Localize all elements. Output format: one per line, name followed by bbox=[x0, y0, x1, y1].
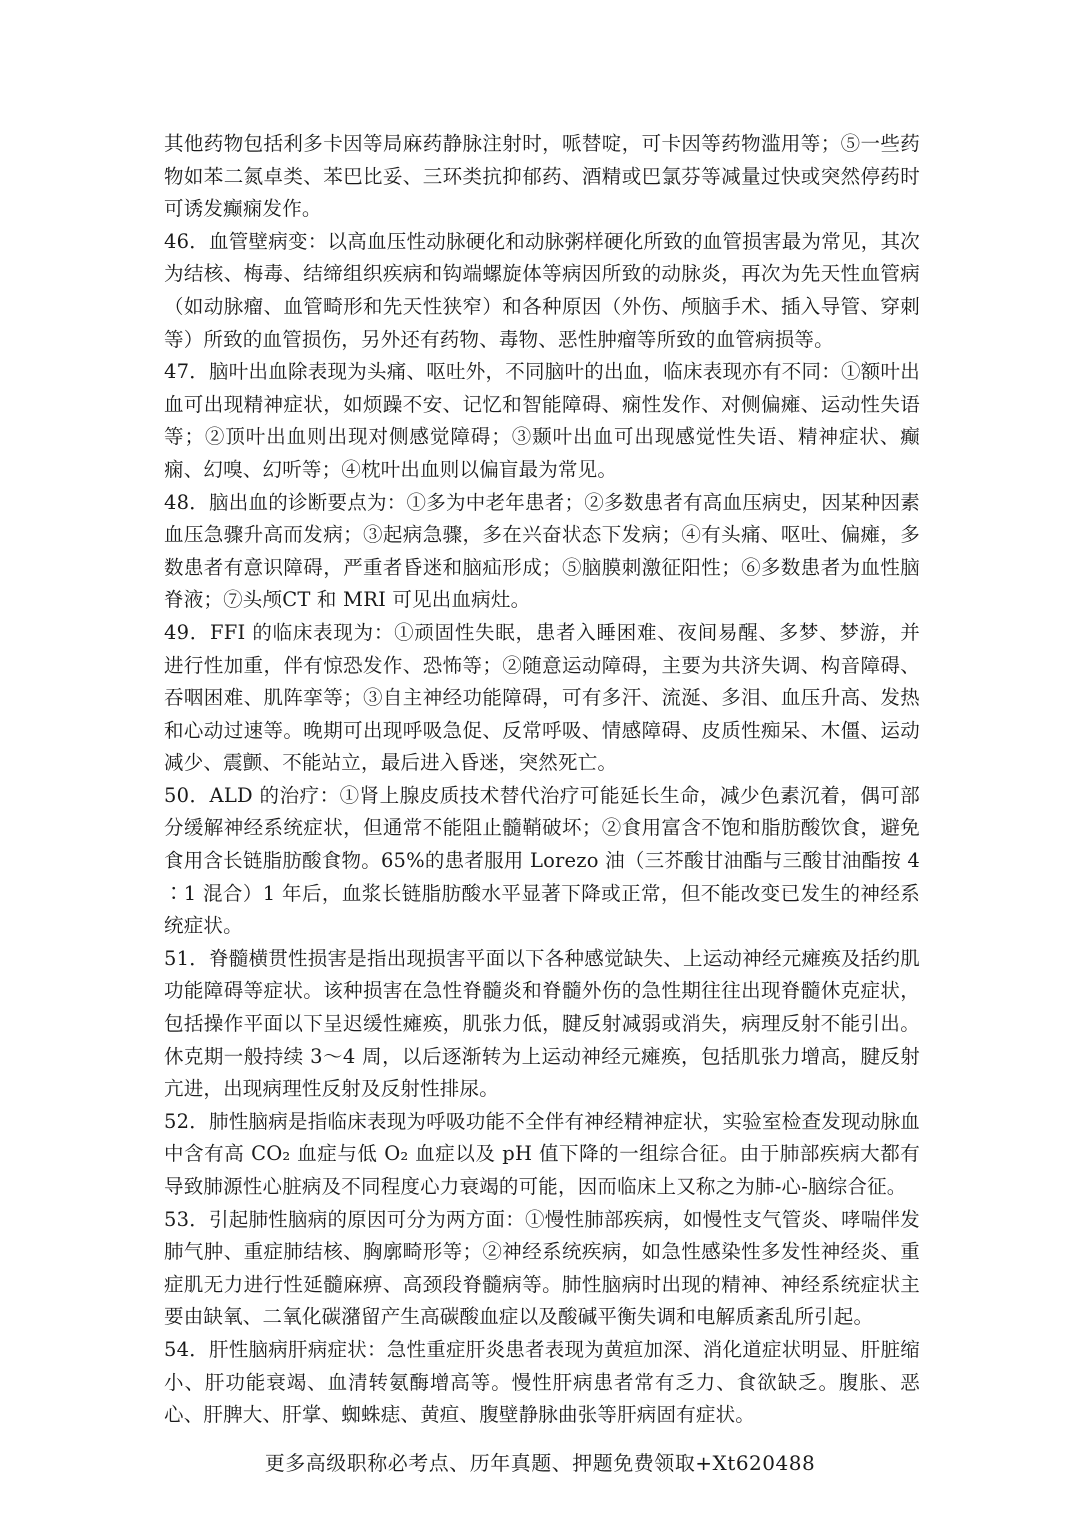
paragraph-49: 49．FFI 的临床表现为：①顽固性失眠，患者入睡困难、夜间易醒、多梦、梦游，并进行性加重，伴有惊恐发作、恐怖等；②随意运动障碍，主要为共济失调、构音障碍、吞咽困难、肌阵挛等；③自主神经功能障碍，可有多汗、流涎、多泪、血压升高、发热和心动过速等。晚期可出现呼吸急促、反常呼吸、情感障碍、皮质性痴呆、木僵、运动减少、震颤、不能站立，最后进入昏迷，突然死亡。 bbox=[164, 620, 920, 775]
paragraph-52: 52．肺性脑病是指临床表现为呼吸功能不全伴有神经精神症状，实验室检查发现动脉血中含有高 CO₂ 血症与低 O₂ 血症以及 pH 值下降的一组综合征。由于肺部疾病大都有导致肺源性心脏病及不同程度心力衰竭的可能，因而临床上又称之为肺-心-脑综合征。 bbox=[164, 1109, 920, 1198]
paragraph-53: 53．引起肺性脑病的原因可分为两方面：①慢性肺部疾病，如慢性支气管炎、哮喘伴发肺气肿、重症肺结核、胸廓畸形等；②神经系统疾病，如急性感染性多发性神经炎、重症肌无力进行性延髓麻痹、高颈段脊髓病等。肺性脑病时出现的精神、神经系统症状主要由缺氧、二氧化碳潴留产生高碳酸血症以及酸碱平衡失调和电解质紊乱所引起。 bbox=[164, 1207, 920, 1329]
paragraph-46: 46．血管壁病变：以高血压性动脉硬化和动脉粥样硬化所致的血管损害最为常见，其次为结核、梅毒、结缔组织疾病和钩端螺旋体等病因所致的动脉炎，再次为先天性血管病（如动脉瘤、血管畸形和先天性狭窄）和各种原因（外伤、颅脑手术、插入导管、穿刺等）所致的血管损伤，另外还有药物、毒物、恶性肿瘤等所致的血管病损等。 bbox=[164, 229, 920, 351]
paragraph-47: 47．脑叶出血除表现为头痛、呕吐外，不同脑叶的出血，临床表现亦有不同：①额叶出血可出现精神症状，如烦躁不安、记忆和智能障碍、痫性发作、对侧偏瘫、运动性失语等；②顶叶出血则出现对侧感觉障碍；③颞叶出血可出现感觉性失语、精神症状、癫痫、幻嗅、幻听等；④枕叶出血则以偏盲最为常见。 bbox=[164, 360, 920, 481]
paragraph-48: 48．脑出血的诊断要点为：①多为中老年患者；②多数患者有高血压病史，因某种因素血压急骤升高而发病；③起病急骤，多在兴奋状态下发病；④有头痛、呕吐、偏瘫，多数患者有意识障碍，严重者昏迷和脑疝形成；⑤脑膜刺激征阳性；⑥多数患者为血性脑脊液；⑦头颅CT 和 MRI 可见出血病灶。 bbox=[164, 490, 920, 612]
paragraph-50: 50．ALD 的治疗：①肾上腺皮质技术替代治疗可能延长生命，减少色素沉着，偶可部分缓解神经系统症状，但通常不能阻止髓鞘破坏；②食用富含不饱和脂肪酸饮食，避免食用含长链脂肪酸食物。65%的患者服用 Lorezo 油（三芥酸甘油酯与三酸甘油酯按 4∶1 混合）1 年后，血浆长链脂肪酸水平显著下降或正常，但不能改变已发生的神经系统症状。 bbox=[164, 783, 920, 938]
paragraph-45-continued: 其他药物包括利多卡因等局麻药静脉注射时，哌替啶，可卡因等药物滥用等；⑤一些药物如苯二氮卓类、苯巴比妥、三环类抗抑郁药、酒精或巴氯芬等减量过快或突然停药时可诱发癫痫发作。 bbox=[164, 132, 920, 221]
paragraph-54: 54．肝性脑病肝病症状：急性重症肝炎患者表现为黄疸加深、消化道症状明显、肝脏缩小、肝功能衰竭、血清转氨酶增高等。慢性肝病患者常有乏力、食欲缺乏。腹胀、恶心、肝脾大、肝掌、蜘蛛痣、黄疸、腹壁静脉曲张等肝病固有症状。 bbox=[164, 1337, 920, 1427]
footer-promo-text: 更多高级职称必考点、历年真题、押题免费领取+Xt620488 bbox=[264, 1451, 816, 1475]
document-body bbox=[164, 128, 920, 1432]
paragraph-51: 51．脊髓横贯性损害是指出现损害平面以下各种感觉缺失、上运动神经元瘫痪及括约肌功能障碍等症状。该种损害在急性脊髓炎和脊髓外伤的急性期往往出现脊髓休克症状，包括操作平面以下呈迟缓性瘫痪，肌张力低，腱反射减弱或消失，病理反射不能引出。休克期一般持续 3～4 周，以后逐渐转为上运动神经元瘫痪，包括肌张力增高，腱反射亢进，出现病理性反射及反射性排尿。 bbox=[164, 946, 920, 1101]
